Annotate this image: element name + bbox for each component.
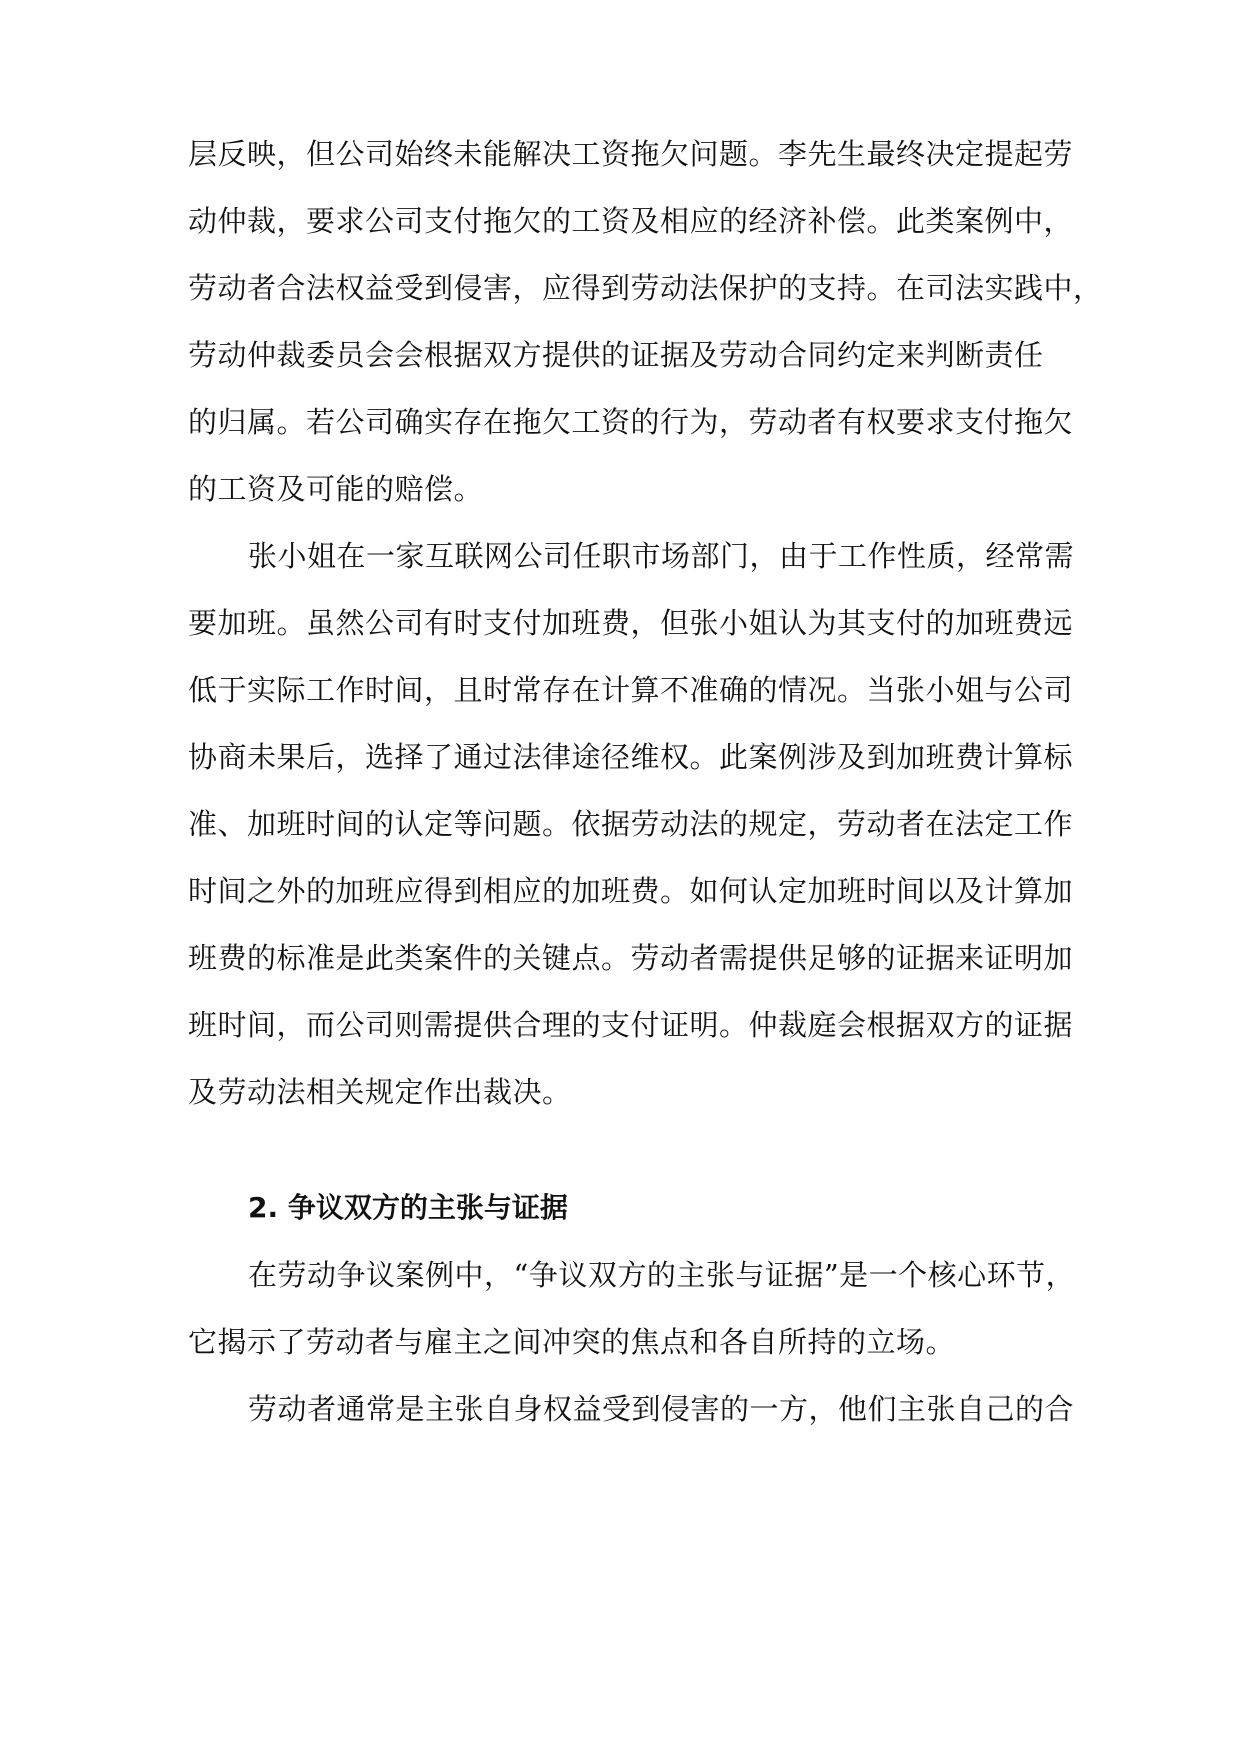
- paragraph-line: 班费的标准是此类案件的关键点。劳动者需提供足够的证据来证明加: [188, 941, 1074, 975]
- paragraph-line: 班时间，而公司则需提供合理的支付证明。仲裁庭会根据双方的证据: [188, 1008, 1074, 1042]
- paragraph-line: 及劳动法相关规定作出裁决。: [188, 1075, 572, 1109]
- paragraph-line: 动仲裁，要求公司支付拖欠的工资及相应的经济补偿。此类案例中，: [188, 204, 1074, 238]
- paragraph-line: 的归属。若公司确实存在拖欠工资的行为，劳动者有权要求支付拖欠: [188, 405, 1074, 439]
- paragraph-line: 的工资及可能的赔偿。: [188, 472, 484, 506]
- paragraph-line: 它揭示了劳动者与雇主之间冲突的焦点和各自所持的立场。: [188, 1325, 956, 1359]
- paragraph-line: 准、加班时间的认定等问题。依据劳动法的规定，劳动者在法定工作: [188, 807, 1074, 841]
- paragraph-line: 张小姐在一家互联网公司任职市场部门，由于工作性质，经常需: [248, 539, 1075, 573]
- paragraph-line: 要加班。虽然公司有时支付加班费，但张小姐认为其支付的加班费远: [188, 606, 1074, 640]
- section-heading: 2. 争议双方的主张与证据: [248, 1191, 568, 1224]
- paragraph-line: 协商未果后，选择了通过法律途径维权。此案例涉及到加班费计算标: [188, 740, 1074, 774]
- paragraph-line: 层反映，但公司始终未能解决工资拖欠问题。李先生最终决定提起劳: [188, 137, 1074, 171]
- paragraph-line: 劳动仲裁委员会会根据双方提供的证据及劳动合同约定来判断责任: [188, 338, 1044, 372]
- paragraph-line: 劳动者通常是主张自身权益受到侵害的一方，他们主张自己的合: [248, 1392, 1075, 1426]
- paragraph-line: 时间之外的加班应得到相应的加班费。如何认定加班时间以及计算加: [188, 874, 1074, 908]
- paragraph-line: 劳动者合法权益受到侵害，应得到劳动法保护的支持。在司法实践中，: [188, 271, 1103, 305]
- paragraph-line: 在劳动争议案例中，“争议双方的主张与证据”是一个核心环节，: [248, 1258, 1076, 1292]
- paragraph-line: 低于实际工作时间，且时常存在计算不准确的情况。当张小姐与公司: [188, 673, 1074, 707]
